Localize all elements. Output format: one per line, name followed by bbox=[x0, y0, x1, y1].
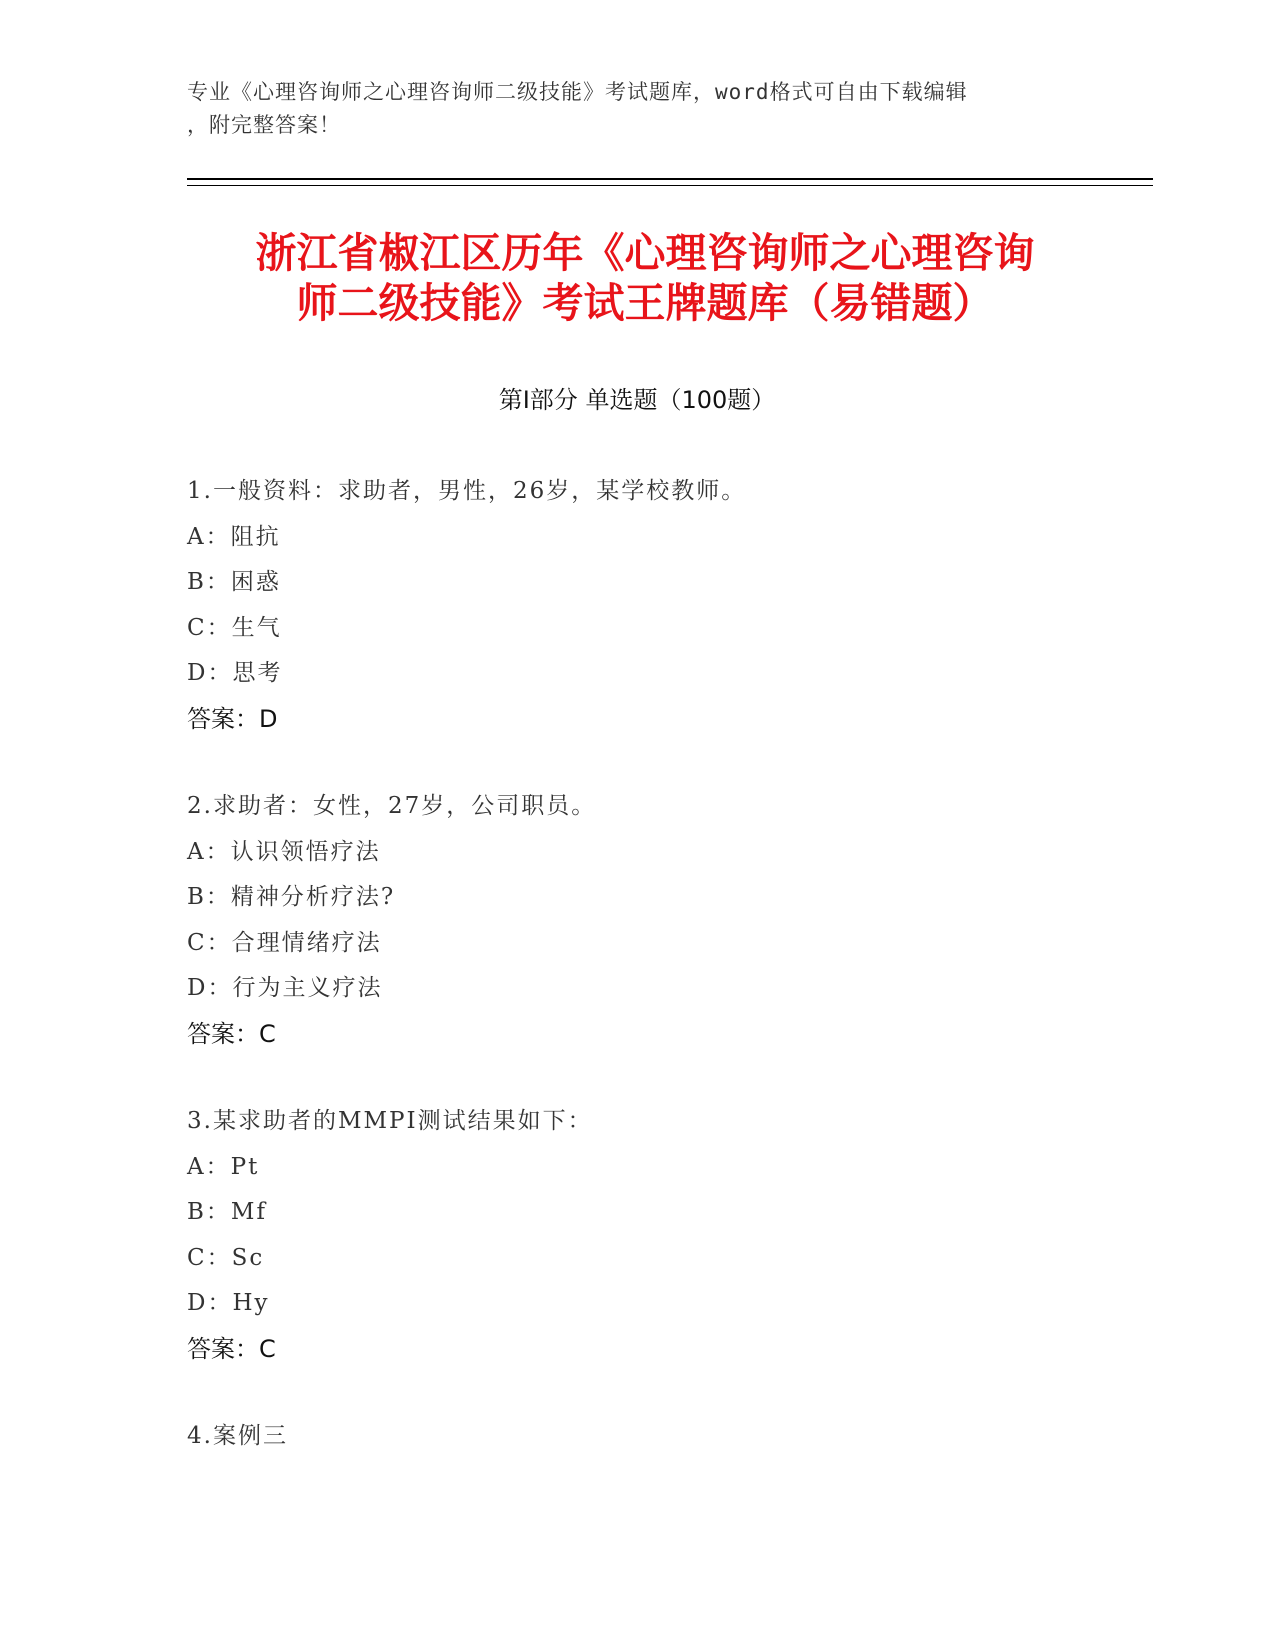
question-item bbox=[187, 791, 1087, 1064]
option-d: D：行为主义疗法 bbox=[187, 975, 383, 1001]
option-c: C：生气 bbox=[187, 614, 282, 641]
option-a: A：阻抗 bbox=[187, 523, 281, 550]
option-c: C：合理情绪疗法 bbox=[187, 929, 382, 956]
option-d: D：思考 bbox=[187, 660, 283, 686]
option-b: B：精神分析疗法? bbox=[187, 884, 396, 910]
header-rule-thick bbox=[187, 178, 1153, 180]
header-note-line: 专业《心理咨询师之心理咨询师二级技能》考试题库，word格式可自由下载编辑 bbox=[187, 80, 968, 104]
question-list bbox=[187, 476, 1087, 1509]
answer-line: 答案：C bbox=[187, 1334, 276, 1363]
question-stem: 1.一般资料：求助者，男性，26岁，某学校教师。 bbox=[187, 478, 747, 504]
question-stem: 2.求助者：女性，27岁，公司职员。 bbox=[187, 793, 597, 819]
question-stem: 3.某求助者的MMPI测试结果如下： bbox=[187, 1108, 593, 1134]
option-b: B：Mf bbox=[187, 1199, 267, 1225]
question-item bbox=[187, 476, 1087, 749]
option-a: A：认识领悟疗法 bbox=[187, 838, 381, 865]
header-note bbox=[187, 76, 1067, 142]
document-title-line: 浙江省椒江区历年《心理咨询师之心理咨询 bbox=[255, 229, 1035, 277]
option-c: C：Sc bbox=[187, 1244, 265, 1271]
answer-line: 答案：D bbox=[187, 704, 278, 733]
option-b: B：困惑 bbox=[187, 569, 281, 595]
answer-line: 答案：C bbox=[187, 1019, 276, 1048]
header-note-line: ，附完整答案！ bbox=[187, 113, 341, 137]
document-title-line: 师二级技能》考试王牌题库（易错题） bbox=[296, 279, 994, 327]
section-heading: 第Ⅰ部分 单选题（100题） bbox=[498, 386, 776, 414]
option-a: A：Pt bbox=[187, 1153, 260, 1180]
option-d: D：Hy bbox=[187, 1290, 270, 1316]
question-item bbox=[187, 1421, 1087, 1467]
header-rule-thin bbox=[187, 185, 1153, 186]
question-stem: 4.案例三 bbox=[187, 1423, 288, 1449]
document-title bbox=[180, 228, 1110, 328]
question-item bbox=[187, 1106, 1087, 1379]
